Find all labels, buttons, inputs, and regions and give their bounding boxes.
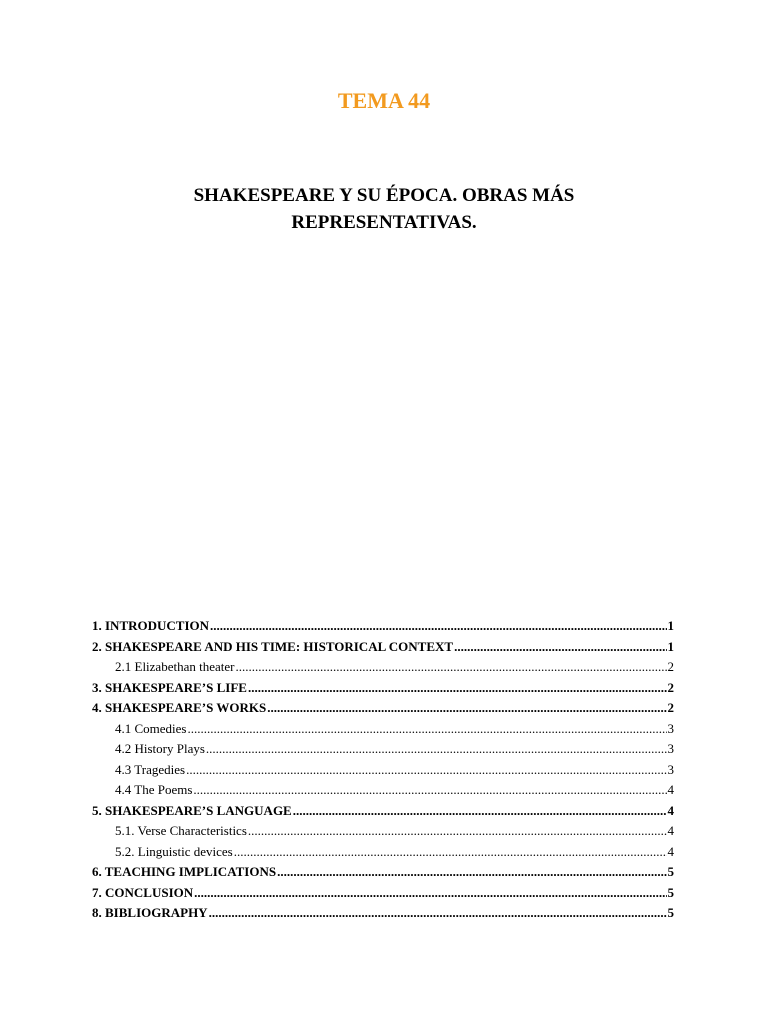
toc-page-number: 3 — [667, 741, 674, 756]
toc-entry-introduction[interactable] — [92, 618, 674, 639]
toc-entry-linguistic-devices[interactable] — [92, 844, 674, 865]
toc-entry-verse-characteristics[interactable] — [92, 823, 674, 844]
toc-entry-label: 4.2 History Plays — [115, 741, 205, 756]
toc-dot-leader — [293, 803, 667, 819]
toc-entry-poems[interactable] — [92, 782, 674, 803]
toc-entry-label: 4.3 Tragedies — [115, 761, 186, 777]
toc-entry-elizabethan-theater[interactable] — [92, 659, 674, 680]
subtitle-line-1: SHAKESPEARE Y SU ÉPOCA. OBRAS MÁS — [193, 185, 575, 206]
subtitle-line-2: REPRESENTATIVAS. — [291, 212, 477, 233]
toc-dot-leader — [454, 639, 666, 655]
toc-page-number: 2 — [667, 659, 674, 674]
toc-dot-leader — [248, 680, 667, 696]
toc-entry-label: 5.2. Linguistic devices — [115, 843, 233, 859]
document-subtitle — [0, 182, 768, 236]
toc-entry-label: 5.1. Verse Characteristics — [115, 823, 247, 838]
toc-entry-label: 6. TEACHING IMPLICATIONS — [92, 864, 277, 879]
toc-entry-language[interactable] — [92, 803, 674, 824]
toc-entry-label: 4.1 Comedies — [115, 720, 187, 736]
toc-dot-leader — [193, 782, 666, 798]
toc-dot-leader — [210, 618, 666, 634]
toc-entry-label: 5. SHAKESPEARE’S LANGUAGE — [92, 802, 292, 818]
toc-entry-life[interactable] — [92, 680, 674, 701]
toc-page-number: 3 — [667, 720, 674, 736]
toc-entry-teaching-implications[interactable] — [92, 864, 674, 885]
toc-entry-works[interactable] — [92, 700, 674, 721]
table-of-contents — [92, 618, 674, 926]
toc-entry-label: 2.1 Elizabethan theater — [115, 659, 235, 674]
toc-page-number: 5 — [667, 905, 674, 920]
toc-page-number: 2 — [667, 679, 674, 695]
toc-dot-leader — [194, 885, 666, 901]
toc-page-number: 3 — [667, 761, 674, 777]
toc-page-number: 5 — [667, 884, 674, 900]
toc-dot-leader — [209, 905, 667, 921]
toc-dot-leader — [267, 700, 666, 716]
toc-entry-label: 4.4 The Poems — [115, 782, 193, 797]
toc-entry-tragedies[interactable] — [92, 762, 674, 783]
toc-entry-history-plays[interactable] — [92, 741, 674, 762]
toc-entry-label: 8. BIBLIOGRAPHY — [92, 905, 208, 920]
toc-dot-leader — [235, 659, 666, 675]
toc-dot-leader — [186, 762, 666, 778]
toc-page-number: 4 — [667, 823, 674, 838]
toc-page-number: 1 — [667, 618, 674, 633]
toc-page-number: 2 — [667, 700, 674, 715]
toc-entry-label: 2. SHAKESPEARE AND HIS TIME: HISTORICAL CONTEXT — [92, 638, 454, 654]
toc-page-number: 5 — [667, 864, 674, 879]
toc-dot-leader — [277, 864, 666, 880]
toc-page-number: 1 — [667, 638, 674, 654]
toc-entry-label: 7. CONCLUSION — [92, 884, 194, 900]
toc-dot-leader — [234, 844, 667, 860]
toc-entry-label: 4. SHAKESPEARE’S WORKS — [92, 700, 267, 715]
toc-entry-label: 3. SHAKESPEARE’S LIFE — [92, 679, 247, 695]
toc-dot-leader — [206, 741, 667, 757]
toc-entry-bibliography[interactable] — [92, 905, 674, 926]
toc-page-number: 4 — [667, 843, 674, 859]
toc-entry-conclusion[interactable] — [92, 885, 674, 906]
toc-entry-comedies[interactable] — [92, 721, 674, 742]
toc-dot-leader — [188, 721, 667, 737]
toc-entry-label: 1. INTRODUCTION — [92, 618, 210, 633]
toc-page-number: 4 — [667, 802, 674, 818]
toc-entry-historical-context[interactable] — [92, 639, 674, 660]
toc-dot-leader — [248, 823, 667, 839]
page-title: TEMA 44 — [337, 88, 431, 113]
toc-page-number: 4 — [667, 782, 674, 797]
